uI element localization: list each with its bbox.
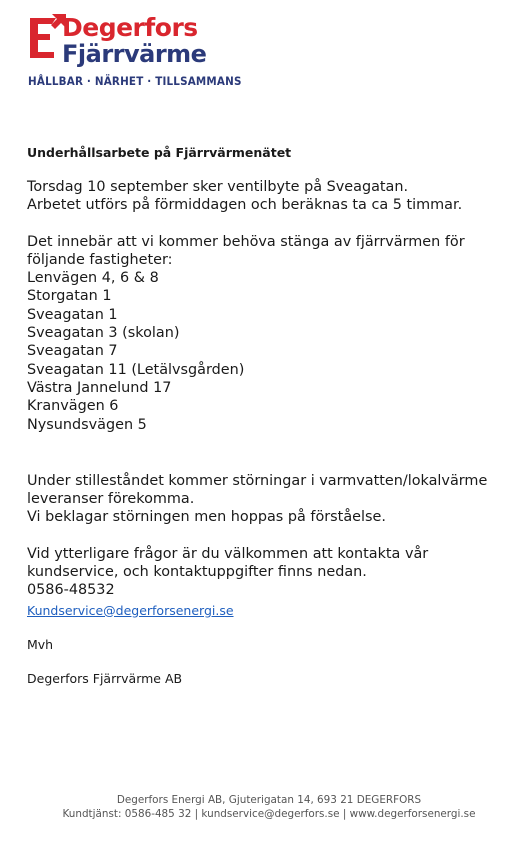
logo-tagline: HÅLLBAR · NÄRHET · TILLSAMMANS xyxy=(28,74,242,88)
letter-heading: Underhållsarbete på Fjärrvärmenätet xyxy=(27,145,292,160)
address-item: Storgatan 1 xyxy=(27,288,112,305)
signature: Degerfors Fjärrvärme AB xyxy=(27,670,183,686)
company-logo xyxy=(26,10,242,94)
address-list xyxy=(27,269,497,434)
contact-line: Vid ytterligare frågor är du välkommen att kontakta vår xyxy=(27,545,429,562)
address-item: Lenvägen 4, 6 & 8 xyxy=(27,270,159,287)
address-item: Sveagatan 3 (skolan) xyxy=(27,325,180,342)
address-item: Nysundsvägen 5 xyxy=(27,416,147,433)
disturbance-line: Vi beklagar störningen men hoppas på förståelse. xyxy=(27,509,386,526)
footer-contact: Kundtjänst: 0586-485 32 | kundservice@degerfors.se | www.degerforsenergi.se xyxy=(62,808,476,820)
intro-line: Arbetet utförs på förmiddagen och beräknas ta ca 5 timmar. xyxy=(27,197,463,214)
address-item: Västra Jannelund 17 xyxy=(27,379,172,396)
closing-greeting: Mvh xyxy=(27,636,54,652)
intro-line: Torsdag 10 september sker ventilbyte på Sveagatan. xyxy=(27,179,409,195)
kundservice-email-link[interactable]: Kundservice@degerforsenergi.se xyxy=(27,602,234,618)
affected-intro-line: följande fastigheter: xyxy=(27,251,173,268)
disturbance-line: leveranser förekomma. xyxy=(27,491,195,508)
address-item: Sveagatan 7 xyxy=(27,343,118,360)
logo-wordmark-degerfors: Degerfors xyxy=(62,13,198,42)
contact-line: kundservice, och kontaktuppgifter finns nedan. xyxy=(27,564,367,581)
disturbance-line: Under stilleståndet kommer störningar i varmvatten/lokalvärme xyxy=(27,472,488,489)
logo-wordmark-fjarrvarme: Fjärrvärme xyxy=(62,40,207,68)
phone-number: 0586-48532 xyxy=(27,582,115,599)
affected-intro-line: Det innebär att vi kommer behöva stänga av fjärrvärmen för xyxy=(27,233,465,250)
address-item: Sveagatan 1 xyxy=(27,306,118,323)
address-item: Sveagatan 11 (Letälvsgården) xyxy=(27,361,245,378)
footer-address: Degerfors Energi AB, Gjuterigatan 14, 693 21 DEGERFORS xyxy=(116,794,422,806)
address-item: Kranvägen 6 xyxy=(27,398,119,415)
page-footer xyxy=(0,793,522,821)
letter-body xyxy=(27,144,497,688)
